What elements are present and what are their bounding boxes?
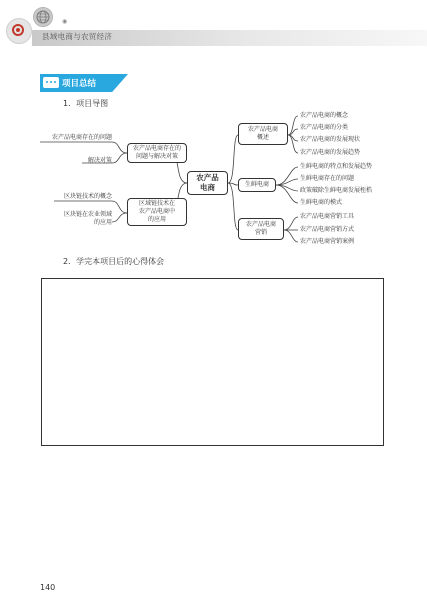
leaf-marketing-cases: 农产品电商营销案例 [300, 238, 355, 245]
leaf-problems: 农产品电商存在的问题 [51, 134, 112, 141]
target-icon [6, 18, 32, 44]
leaf-overview-concept: 农产品电商的概念 [300, 112, 349, 119]
right-branch-fresh: 生鲜电商 [238, 178, 276, 192]
reflection-writing-box[interactable] [41, 278, 384, 446]
leaf-blockchain-concept: 区块链技术的概念 [63, 193, 112, 200]
leaf-fresh-policy: 政策破除生鲜电商发展桎梏 [300, 187, 373, 194]
right-branch-overview: 农产品电商 概述 [238, 123, 288, 145]
item2-title: 2．学完本项目后的心得体会 [63, 257, 165, 266]
wifi-icon: ◉ [62, 18, 68, 25]
leaf-marketing-tools: 农产品电商营销工具 [300, 213, 355, 220]
left-branch-blockchain: 区域链技术在 农产品电商中 的应用 [127, 198, 187, 226]
leaf-overview-trend: 农产品电商的发展趋势 [300, 149, 361, 156]
mind-map-center: 农产品 电商 [187, 171, 228, 195]
leaf-marketing-methods: 农产品电商营销方式 [300, 226, 355, 233]
leaf-blockchain-agriculture: 区块链在农业领域 的应用 [63, 211, 112, 226]
leaf-fresh-models: 生鲜电商的模式 [300, 199, 343, 206]
section-banner [40, 74, 128, 92]
leaf-overview-status: 农产品电商的发展现状 [300, 136, 361, 143]
leaf-solutions: 解决对策 [87, 157, 112, 164]
left-branch-problems: 农产品电商存在的 问题与解决对策 [127, 143, 187, 163]
right-branch-marketing: 农产品电商 营销 [238, 218, 284, 240]
leaf-fresh-problems: 生鲜电商存在的问题 [300, 175, 355, 182]
globe-icon [33, 7, 53, 27]
chat-icon [43, 77, 59, 88]
item1-title: 1．项目导图 [63, 99, 109, 108]
book-title: 县域电商与农贸经济 [42, 32, 113, 41]
page-header [0, 0, 427, 46]
leaf-overview-types: 农产品电商的分类 [300, 124, 349, 131]
leaf-fresh-features: 生鲜电商的特点和发展趋势 [300, 163, 373, 170]
page-number: 140 [40, 583, 56, 592]
section-banner-label: 项目总结 [62, 79, 97, 89]
